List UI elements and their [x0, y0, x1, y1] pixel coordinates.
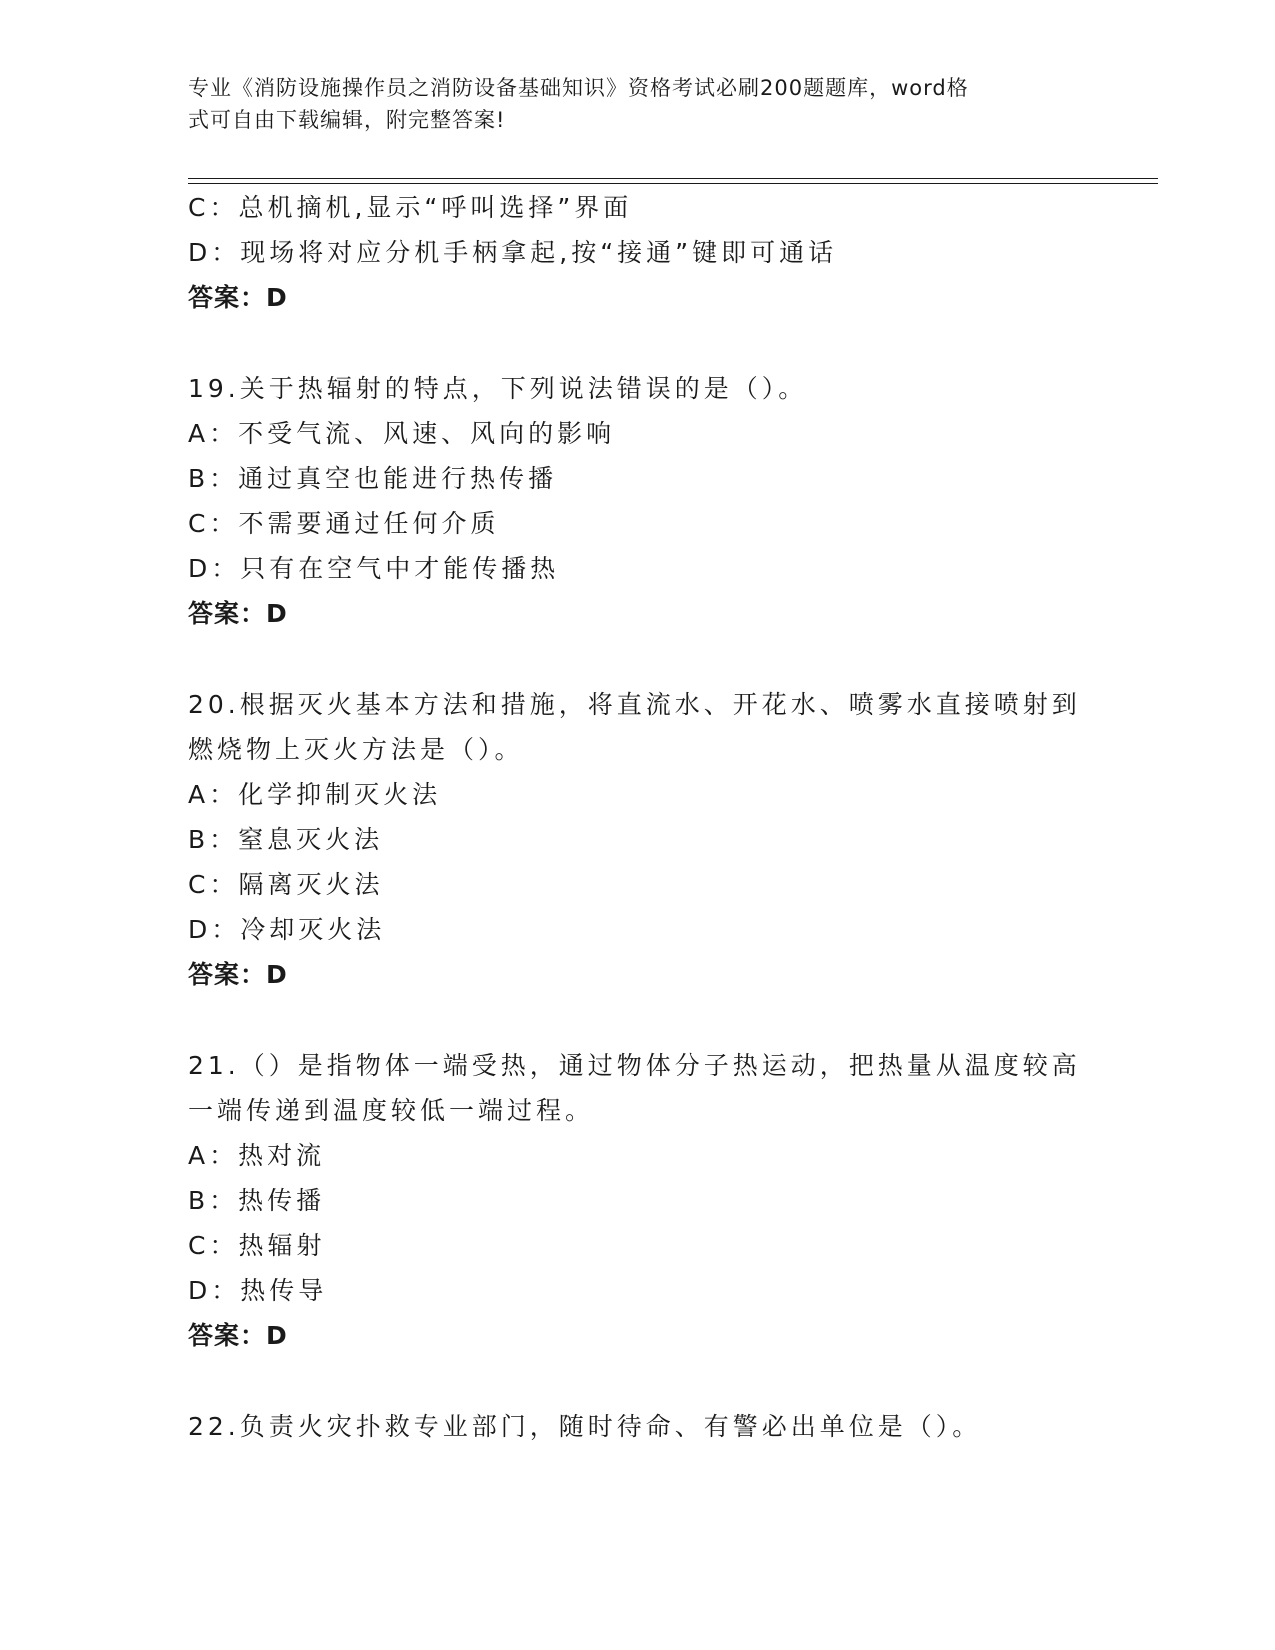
q19-option-d: D：只有在空气中才能传播热 [188, 554, 560, 583]
q20-stem-line-1: 20.根据灭火基本方法和措施，将直流水、开花水、喷雾水直接喷射到 [188, 690, 1081, 719]
q19-option-a: A：不受气流、风速、风向的影响 [188, 419, 616, 448]
q22-stem: 22.负责火灾扑救专业部门，随时待命、有警必出单位是（）。 [188, 1412, 982, 1441]
q20-option-d: D：冷却灭火法 [188, 915, 386, 944]
q19-answer: 答案：D [188, 599, 288, 628]
q19-option-c: C：不需要通过任何介质 [188, 509, 500, 538]
q20-option-b: B：窒息灭火法 [188, 825, 384, 854]
q20-option-a: A：化学抑制灭火法 [188, 780, 442, 809]
q20-option-c: C：隔离灭火法 [188, 870, 384, 899]
q19-option-b: B：通过真空也能进行热传播 [188, 464, 558, 493]
header-title-line-2: 式可自由下载编辑，附完整答案! [188, 108, 506, 132]
q21-option-b: B：热传播 [188, 1186, 326, 1215]
prev-answer: 答案：D [188, 283, 288, 312]
q21-option-c: C：热辐射 [188, 1231, 326, 1260]
q21-stem-line-1: 21.（）是指物体一端受热，通过物体分子热运动，把热量从温度较高 [188, 1051, 1081, 1080]
prev-option-d: D：现场将对应分机手柄拿起,按“接通”键即可通话 [188, 238, 838, 267]
header-title-line-1: 专业《消防设施操作员之消防设备基础知识》资格考试必刷200题题库，word格 [188, 76, 969, 100]
q21-option-a: A：热对流 [188, 1141, 326, 1170]
q19-stem: 19.关于热辐射的特点，下列说法错误的是（）。 [188, 374, 808, 403]
q21-answer: 答案：D [188, 1321, 288, 1350]
prev-option-c: C：总机摘机,显示“呼叫选择”界面 [188, 193, 633, 222]
header-divider-bottom [188, 183, 1158, 184]
q20-stem-line-2: 燃烧物上灭火方法是（）。 [188, 735, 524, 764]
document-header [188, 72, 1088, 136]
q20-answer: 答案：D [188, 960, 288, 989]
q21-option-d: D：热传导 [188, 1276, 328, 1305]
q21-stem-line-2: 一端传递到温度较低一端过程。 [188, 1096, 595, 1125]
header-divider-top [188, 178, 1158, 179]
